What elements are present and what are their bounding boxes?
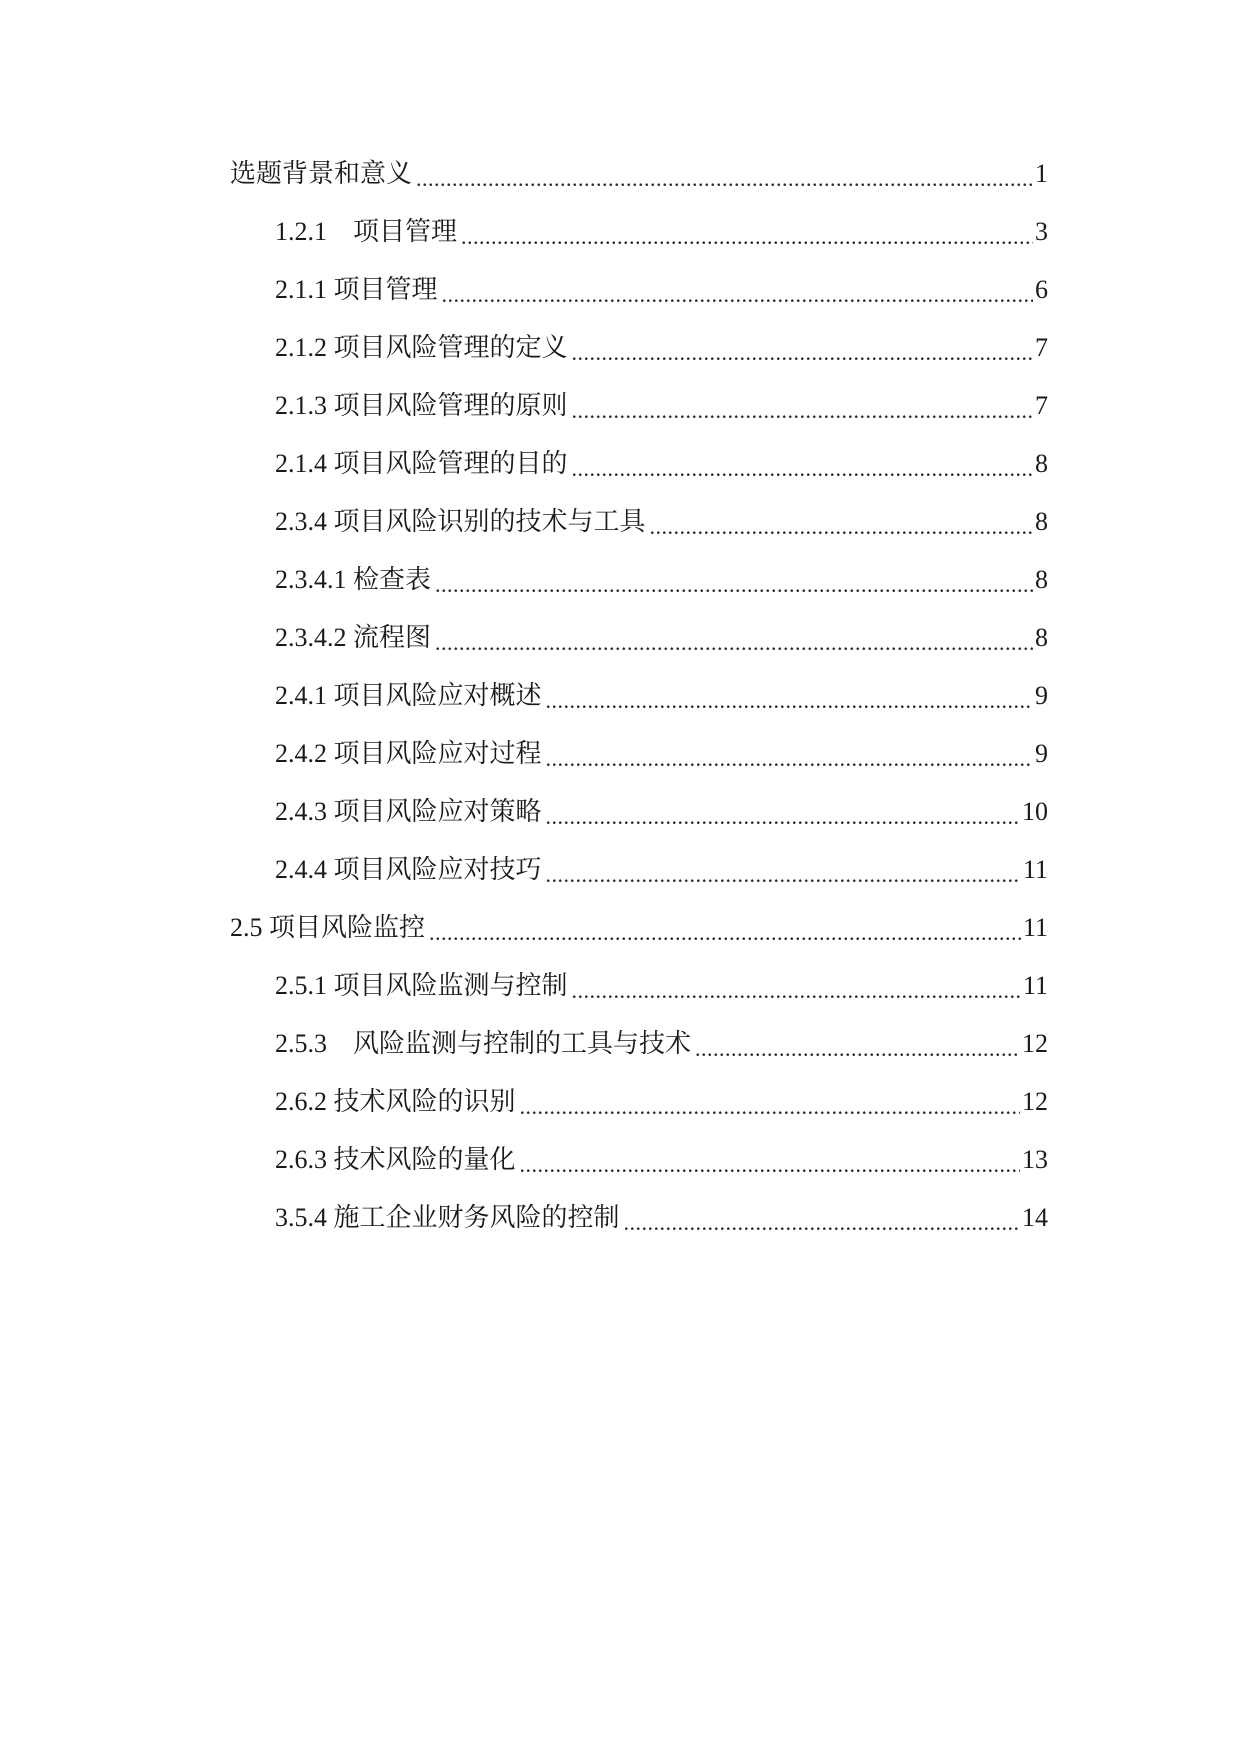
toc-dot-leader [572, 972, 1021, 1002]
toc-entry-title: 2.5.1 项目风险监测与控制 [275, 971, 568, 1000]
toc-dot-leader [435, 566, 1033, 596]
toc-entry-title: 2.4.2 项目风险应对过程 [275, 739, 542, 768]
toc-dot-leader [572, 392, 1033, 422]
toc-page-number: 1 [1035, 159, 1048, 188]
toc-dot-leader [520, 1088, 1020, 1118]
toc-entry-title: 选题背景和意义 [230, 159, 413, 188]
toc-entry-title: 3.5.4 施工企业财务风险的控制 [275, 1203, 620, 1232]
toc-entry[interactable] [275, 556, 1048, 596]
toc-dot-leader [546, 682, 1033, 712]
toc-page-number: 11 [1022, 971, 1048, 1000]
toc-entry[interactable] [275, 962, 1048, 1002]
toc-entry[interactable] [275, 1078, 1048, 1118]
toc-entry[interactable] [275, 846, 1048, 886]
toc-entry-title: 2.5 项目风险监控 [230, 913, 426, 942]
toc-page-number: 14 [1022, 1203, 1048, 1232]
toc-entry-title: 2.3.4.2 流程图 [275, 623, 432, 652]
toc-page-number: 13 [1022, 1145, 1048, 1174]
toc-entry[interactable] [230, 904, 1048, 944]
toc-entry[interactable] [275, 614, 1048, 654]
toc-dot-leader [520, 1146, 1020, 1176]
toc-page-number: 11 [1022, 913, 1048, 942]
toc-entry[interactable] [275, 1020, 1048, 1060]
toc-entry[interactable] [275, 208, 1048, 248]
toc-dot-leader [546, 798, 1020, 828]
toc-entry-title: 2.4.3 项目风险应对策略 [275, 797, 542, 826]
toc-page-number: 9 [1035, 739, 1048, 768]
toc-entry-title: 2.4.1 项目风险应对概述 [275, 681, 542, 710]
toc-entry[interactable] [275, 440, 1048, 480]
toc-dot-leader [429, 914, 1021, 944]
toc-entry[interactable] [275, 730, 1048, 770]
toc-entry[interactable] [275, 1194, 1048, 1234]
toc-entry[interactable] [275, 382, 1048, 422]
toc-dot-leader [546, 740, 1033, 770]
toc-page-number: 7 [1035, 333, 1048, 362]
toc-dot-leader [442, 276, 1033, 306]
toc-page-number: 10 [1022, 797, 1048, 826]
toc-entry-title: 2.5.3 风险监测与控制的工具与技术 [275, 1029, 692, 1058]
toc-entry[interactable] [275, 672, 1048, 712]
toc-page-number: 11 [1022, 855, 1048, 884]
toc-entry[interactable] [275, 324, 1048, 364]
toc-entry[interactable] [275, 266, 1048, 306]
toc-entry-title: 2.1.3 项目风险管理的原则 [275, 391, 568, 420]
toc-entry-title: 2.4.4 项目风险应对技巧 [275, 855, 542, 884]
toc-page-number: 9 [1035, 681, 1048, 710]
toc-page-number: 3 [1035, 217, 1048, 246]
toc-dot-leader [650, 508, 1033, 538]
toc-page-number: 6 [1035, 275, 1048, 304]
toc-dot-leader [572, 450, 1033, 480]
toc-page-number: 8 [1035, 507, 1048, 536]
toc-entry[interactable] [275, 788, 1048, 828]
toc-entry[interactable] [230, 150, 1048, 190]
toc-entry[interactable] [275, 498, 1048, 538]
toc-page-number: 12 [1022, 1029, 1048, 1058]
toc-dot-leader [416, 160, 1033, 190]
toc-entry-title: 2.3.4.1 检查表 [275, 565, 432, 594]
toc-page-number: 8 [1035, 449, 1048, 478]
toc-dot-leader [624, 1204, 1020, 1234]
toc-dot-leader [461, 218, 1033, 248]
toc-entry-title: 2.6.3 技术风险的量化 [275, 1145, 516, 1174]
toc-dot-leader [435, 624, 1033, 654]
toc-dot-leader [546, 856, 1021, 886]
toc-dot-leader [572, 334, 1033, 364]
toc-entry-title: 2.3.4 项目风险识别的技术与工具 [275, 507, 646, 536]
toc-entry-title: 1.2.1 项目管理 [275, 217, 458, 246]
toc-entry-title: 2.1.2 项目风险管理的定义 [275, 333, 568, 362]
toc-entry-title: 2.1.4 项目风险管理的目的 [275, 449, 568, 478]
toc-page-number: 12 [1022, 1087, 1048, 1116]
toc-entry[interactable] [275, 1136, 1048, 1176]
toc-page-number: 8 [1035, 565, 1048, 594]
toc-page-number: 8 [1035, 623, 1048, 652]
toc-entry-title: 2.1.1 项目管理 [275, 275, 438, 304]
toc-entry-title: 2.6.2 技术风险的识别 [275, 1087, 516, 1116]
toc-dot-leader [695, 1030, 1020, 1060]
toc-page-number: 7 [1035, 391, 1048, 420]
